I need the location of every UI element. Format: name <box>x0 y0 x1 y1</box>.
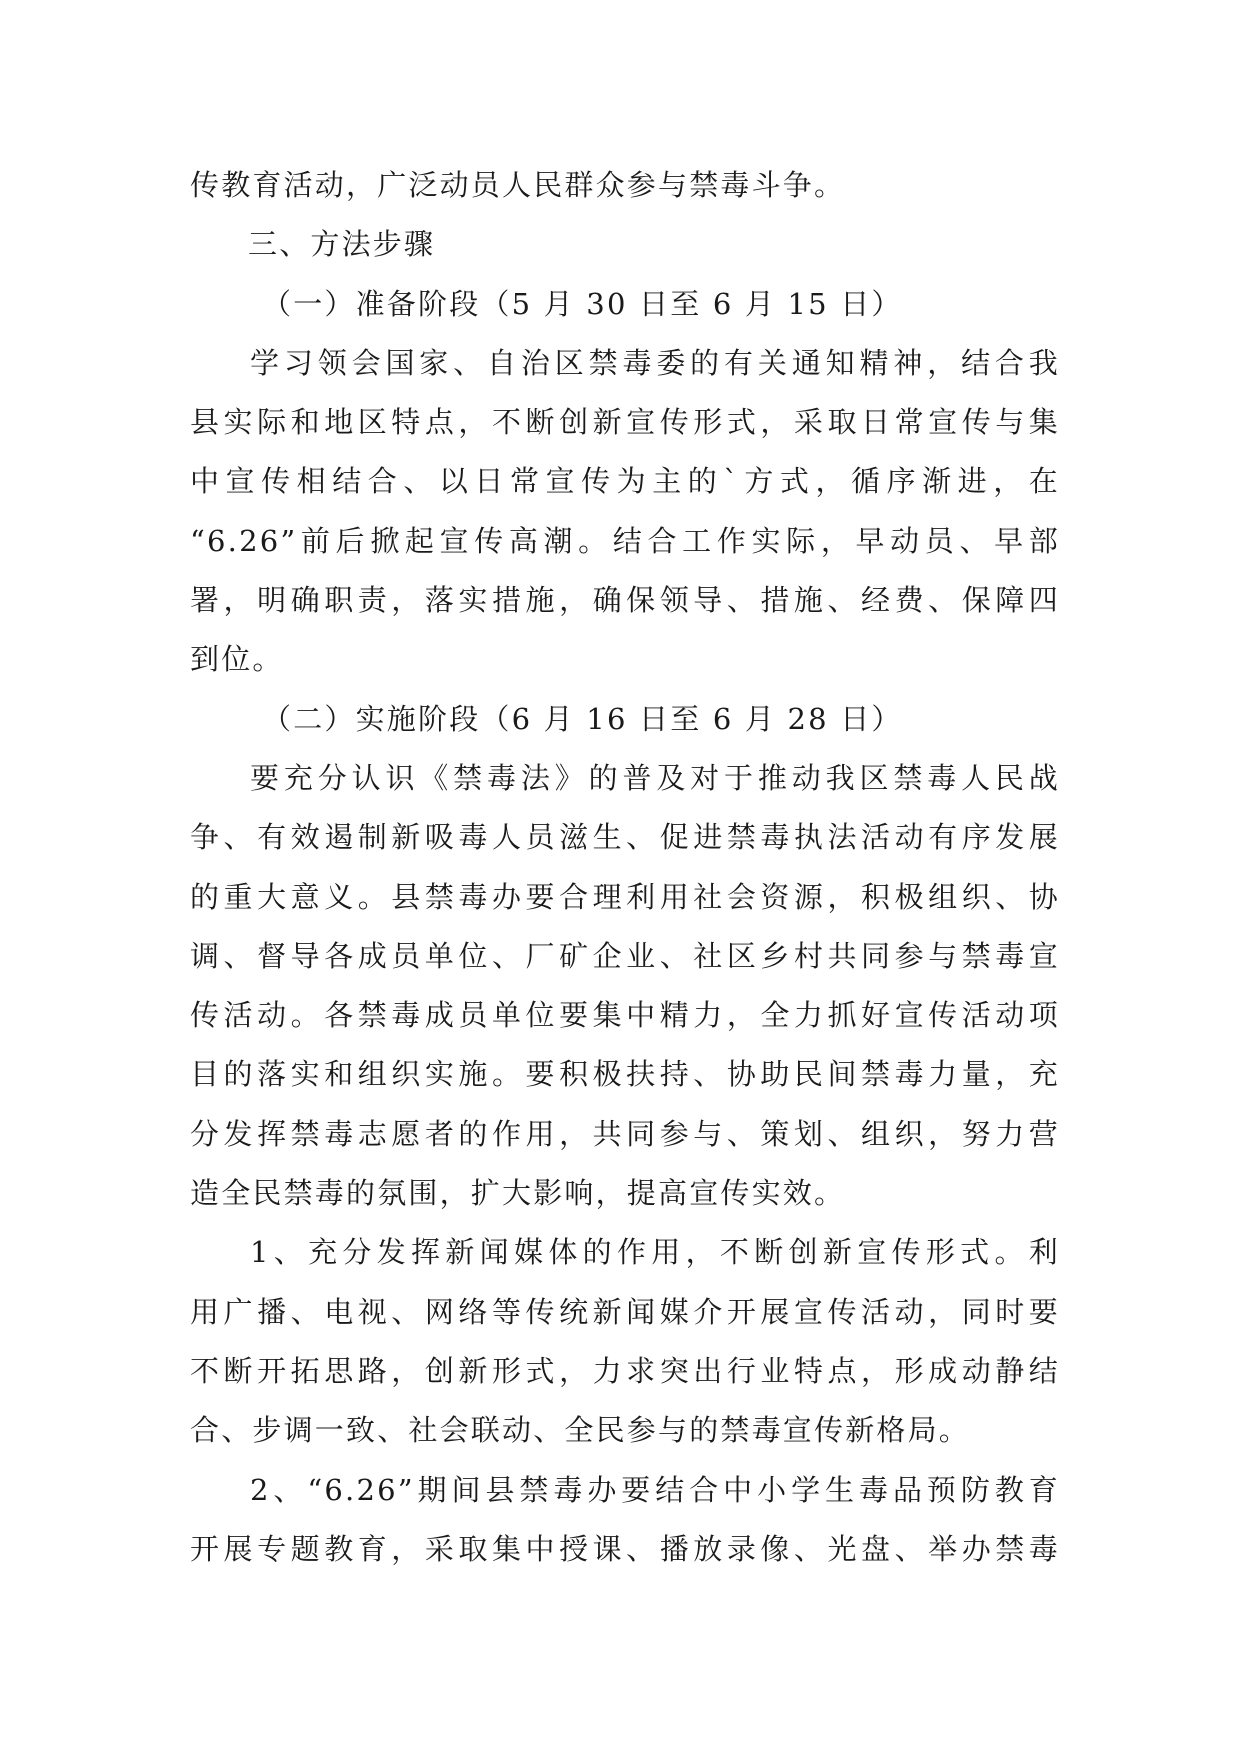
subsection-heading: （二）实施阶段（6 月 16 日至 6 月 28 日） <box>262 701 903 736</box>
text-line: 争、有效遏制新吸毒人员滋生、促进禁毒执法活动有序发展 <box>190 820 1060 855</box>
text-line: “6.26”前后掀起宣传高潮。结合工作实际，早动员、早部 <box>190 523 1060 558</box>
text-line: 1、充分发挥新闻媒体的作用，不断创新宣传形式。利 <box>250 1235 1060 1270</box>
text-line: 到位。 <box>190 642 284 677</box>
text-line: 开展专题教育，采取集中授课、播放录像、光盘、举办禁毒 <box>190 1531 1060 1566</box>
text-line: 目的落实和组织实施。要积极扶持、协助民间禁毒力量，充 <box>190 1057 1060 1092</box>
text-line: 用广播、电视、网络等传统新闻媒介开展宣传活动，同时要 <box>190 1294 1060 1329</box>
text-line: 合、步调一致、社会联动、全民参与的禁毒宣传新格局。 <box>190 1413 971 1448</box>
text-line: 2、“6.26”期间县禁毒办要结合中小学生毒品预防教育 <box>250 1472 1060 1507</box>
subsection-heading: （一）准备阶段（5 月 30 日至 6 月 15 日） <box>262 286 903 321</box>
document-body <box>190 156 1060 1579</box>
text-line: 造全民禁毒的氛围，扩大影响，提高宣传实效。 <box>190 1176 846 1211</box>
text-line: 的重大意义。县禁毒办要合理利用社会资源，积极组织、协 <box>190 879 1060 914</box>
section-heading: 三、方法步骤 <box>248 227 436 262</box>
text-line: 传教育活动，广泛动员人民群众参与禁毒斗争。 <box>190 168 846 202</box>
text-line: 不断开拓思路，创新形式，力求突出行业特点，形成动静结 <box>190 1353 1060 1388</box>
text-line: 要充分认识《禁毒法》的普及对于推动我区禁毒人民战 <box>250 760 1060 795</box>
text-line: 分发挥禁毒志愿者的作用，共同参与、策划、组织，努力营 <box>190 1116 1060 1151</box>
text-line: 传活动。各禁毒成员单位要集中精力，全力抓好宣传活动项 <box>190 998 1060 1033</box>
text-line: 调、督导各成员单位、厂矿企业、社区乡村共同参与禁毒宣 <box>190 938 1060 973</box>
text-line: 中宣传相结合、以日常宣传为主的`方式，循序渐进，在 <box>190 464 1060 499</box>
text-line: 署，明确职责，落实措施，确保领导、措施、经费、保障四 <box>190 583 1060 618</box>
text-line: 县实际和地区特点，不断创新宣传形式，采取日常宣传与集 <box>190 405 1060 440</box>
text-line: 学习领会国家、自治区禁毒委的有关通知精神，结合我 <box>250 345 1060 380</box>
